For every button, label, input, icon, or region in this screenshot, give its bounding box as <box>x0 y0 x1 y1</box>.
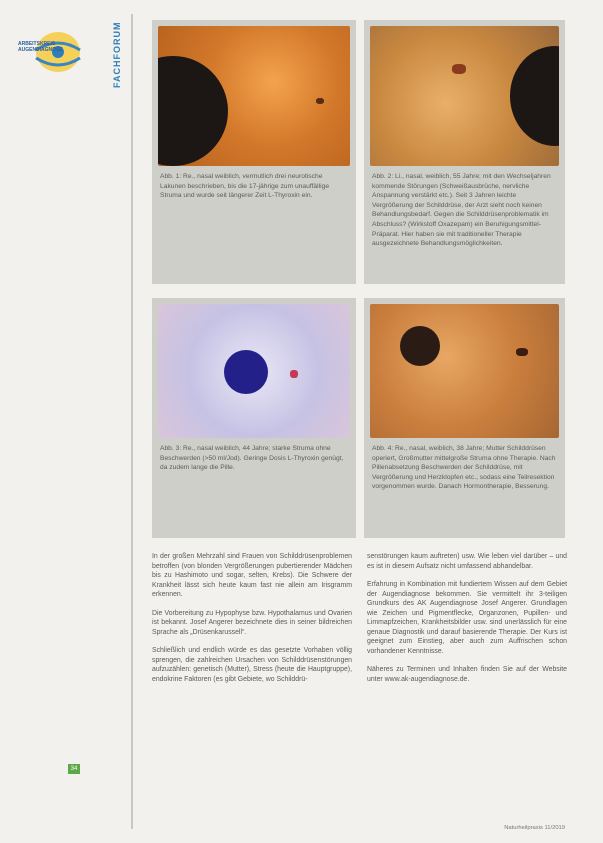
column-divider <box>131 14 133 829</box>
page-number: 34 <box>68 764 80 774</box>
figure-caption: Abb. 2: Li., nasal, weiblich, 55 Jahre; mit den Wechseljahren kommende Störungen (Schweißausbrüche, nervliche Anspannung verstärkt etc.). Seit 3 Jahren leichte Vergrößerung der Schilddrüse, der Arzt sieht noch keinen Behandlungsbedarf. Gegen die Schilddrüsenproblematik im Abschluss? (Wirkstoff Oxazepam) ein Beruhigungsmittel-Präparat. Hier haben sie mit traditioneller Therapie ausgezeichnete Behandlungsmöglichkeiten. <box>372 173 551 248</box>
section-label: FACHFORUM <box>112 21 122 88</box>
paragraph: Näheres zu Terminen und Inhalten finden Sie auf der Website unter www.ak-augendiagnose.de. <box>367 666 567 683</box>
iris-photo-3 <box>158 304 350 438</box>
iris-spot <box>290 370 298 378</box>
figure-caption: Abb. 3: Re., nasal weiblich, 44 Jahre; starke Struma ohne Beschwerden (>50 ml/Jod). Geringe Dosis L-Thyroxin genügt, da zudem lange die Pille. <box>160 445 344 472</box>
figure-caption: Abb. 4: Re., nasal, weiblich, 38 Jahre; Mutter Schilddrüsen operiert, Großmutter mittelgroße Struma ohne Therapie. Nach Pillenabsetzung Beschwerden der Schilddrüse, mit Vergrößerung und Herzklopfen etc., sodass eine Teilresektion vorgenommen wurde. Danach Hormontherapie, Besserung. <box>372 445 556 491</box>
figure-caption: Abb. 1: Re., nasal weiblich, vermutlich drei neurotische Lakunen beschrieben, bis die 17-jährige zum unauffällige Struma und wurde seit längerer Zeit L-Thyroxin ein. <box>160 173 330 200</box>
figure-1 <box>152 20 356 284</box>
logo-line-1: ARBEITSKREIS <box>18 41 56 47</box>
iris-spot <box>316 98 324 104</box>
figure-2 <box>364 20 565 284</box>
journal-footer: Naturheilpraxis 11/2019 <box>504 825 565 831</box>
body-column-right <box>367 552 567 693</box>
iris-photo-2 <box>370 26 559 166</box>
paragraph: senstörungen kaum auftreten) usw. Wie leben viel darüber – und es ist in diesem Aufsatz nicht umfassend abhandelbar. <box>367 553 567 570</box>
paragraph: In der großen Mehrzahl sind Frauen von Schilddrüsenproblemen betroffen (von blonden Vergrößerungen pubertierender Mädchen bis zu Hashimoto und sogar, selten, Krebs). Die Schwere der Krankheit lässt sich heute kaum fast nie allein am Irisgramm erkennen. <box>152 553 352 598</box>
iris-photo-4 <box>370 304 559 438</box>
paragraph: Erfahrung in Kombination mit fundiertem Wissen auf dem Gebiet der Augendiagnose bekommen. Sie vermittelt ihr 3-teiligen Grundkurs des AK Augendiagnose Josef Angerer. Grundlagen wie Zeichen und Pigmentflecke, Organzonen, Pupillen- und Limmapfzeichen, Krankheitsbilder usw. sind unerlässlich für eine genaue Diagnostik und darauf basierende Therapie. Der Kurs ist geeignet zum Einstieg, aber auch zum Auffrischen schon vorhandener Kenntnisse. <box>367 581 567 655</box>
iris-spot <box>452 64 466 74</box>
logo-text <box>18 41 63 53</box>
logo-line-2: AUGENDIAGNOSE <box>18 47 63 53</box>
figure-3 <box>152 298 356 538</box>
iris-photo-1 <box>158 26 350 166</box>
figure-4 <box>364 298 565 538</box>
paragraph: Die Vorbereitung zu Hypophyse bzw. Hypothalamus und Ovarien ist bekannt. Josef Angerer bezeichnete dies in seiner bildreichen Sprache als „Drüsenkarussell“. <box>152 609 352 636</box>
pupil <box>400 326 440 366</box>
pupil <box>224 350 268 394</box>
pupil <box>158 56 228 166</box>
pupil <box>510 46 559 146</box>
body-column-left <box>152 552 352 693</box>
iris-spot <box>516 348 528 356</box>
paragraph: Schließlich und endlich würde es das gesetzte Vorhaben völlig sprengen, die zahlreichen Ursachen von Schilddrüsenstörungen aufzuzählen: genetisch (Mutter), Stress (heute die Hauptgruppe), endokrine Faktoren (es gibt Gebiete, wo Schilddrü- <box>152 647 352 683</box>
